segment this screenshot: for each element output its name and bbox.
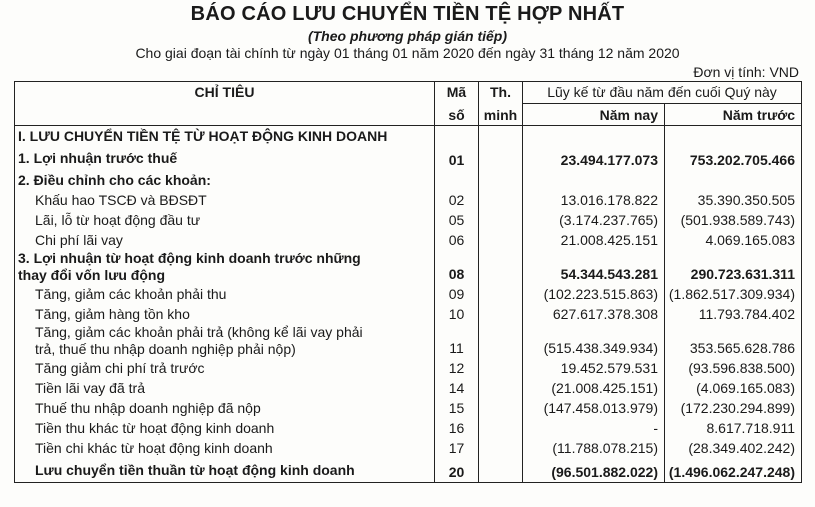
table-row xyxy=(15,324,802,358)
row-prior: 4.069.165.083 xyxy=(665,230,802,250)
row-code: 14 xyxy=(435,378,479,398)
row-code: 01 xyxy=(435,146,479,170)
row-code: 16 xyxy=(435,418,479,438)
row-current xyxy=(523,126,665,147)
currency-unit: Đơn vị tính: VND xyxy=(693,64,799,80)
table-row xyxy=(15,398,802,418)
row-label: Tiền chi khác từ hoạt động kinh doanh xyxy=(15,438,435,458)
row-label: I. LƯU CHUYỂN TIỀN TỆ TỪ HOẠT ĐỘNG KINH DOANH xyxy=(15,126,435,147)
row-note xyxy=(479,438,523,458)
table-row xyxy=(15,146,802,170)
row-code: 20 xyxy=(435,458,479,483)
row-code: 06 xyxy=(435,230,479,250)
col-thuyet-minh-top: Th. xyxy=(479,82,523,104)
row-note xyxy=(479,378,523,398)
row-label-line2: thay đổi vốn lưu động xyxy=(18,267,166,283)
report-subtitle: (Theo phương pháp gián tiếp) xyxy=(307,28,508,44)
row-note xyxy=(479,170,523,190)
row-label: Tăng, giảm các khoản phải thu xyxy=(15,284,435,304)
table-row xyxy=(15,304,802,324)
row-note xyxy=(479,398,523,418)
row-current: (147.458.013.979) xyxy=(523,398,665,418)
row-prior xyxy=(665,170,802,190)
table-row xyxy=(15,126,802,147)
row-prior: (4.069.165.083) xyxy=(665,378,802,398)
row-code: 02 xyxy=(435,190,479,210)
row-prior: (501.938.589.743) xyxy=(665,210,802,230)
row-label-line2: trả, thuế thu nhập doanh nghiệp phải nộp) xyxy=(35,341,296,357)
row-current: 21.008.425.151 xyxy=(523,230,665,250)
row-prior: (28.349.402.242) xyxy=(665,438,802,458)
row-note xyxy=(479,146,523,170)
row-label: Lưu chuyển tiền thuần từ hoạt động kinh doanh xyxy=(15,458,435,483)
row-code: 11 xyxy=(435,324,479,358)
row-prior: (1.496.062.247.248) xyxy=(665,458,802,483)
row-label-line1: Tăng, giảm các khoản phải trả (không kể lãi vay phải xyxy=(35,324,363,340)
row-label: Tiền lãi vay đã trả xyxy=(15,378,435,398)
row-note xyxy=(479,250,523,284)
table-row xyxy=(15,284,802,304)
table-row xyxy=(15,358,802,378)
row-label: Tăng, giảm hàng tồn kho xyxy=(15,304,435,324)
row-current: 627.617.378.308 xyxy=(523,304,665,324)
table-row xyxy=(15,230,802,250)
row-label: Thuế thu nhập doanh nghiệp đã nộp xyxy=(15,398,435,418)
row-prior xyxy=(665,126,802,147)
row-code: 12 xyxy=(435,358,479,378)
row-code xyxy=(435,170,479,190)
row-note xyxy=(479,210,523,230)
row-prior: (93.596.838.500) xyxy=(665,358,802,378)
row-prior: 290.723.631.311 xyxy=(665,250,802,284)
row-note xyxy=(479,358,523,378)
table-row xyxy=(15,458,802,483)
row-prior: 753.202.705.466 xyxy=(665,146,802,170)
row-note xyxy=(479,324,523,358)
row-label: Khấu hao TSCĐ và BĐSĐT xyxy=(15,190,435,210)
row-code: 17 xyxy=(435,438,479,458)
report-period: Cho giai đoạn tài chính từ ngày 01 tháng 01 năm 2020 đến ngày 31 tháng 12 năm 2020 xyxy=(135,45,680,61)
row-prior: 8.617.718.911 xyxy=(665,418,802,438)
row-code: 09 xyxy=(435,284,479,304)
row-prior: (1.862.517.309.934) xyxy=(665,284,802,304)
row-label-line1: 3. Lợi nhuận từ hoạt động kinh doanh trước những xyxy=(18,250,361,266)
row-note xyxy=(479,284,523,304)
row-code: 08 xyxy=(435,250,479,284)
row-note xyxy=(479,190,523,210)
report-title: BÁO CÁO LƯU CHUYỂN TIỀN TỆ HỢP NHẤT xyxy=(190,3,625,25)
table-row xyxy=(15,190,802,210)
col-ma-so-top: Mã xyxy=(435,82,479,104)
row-current: 13.016.178.822 xyxy=(523,190,665,210)
row-current: (3.174.237.765) xyxy=(523,210,665,230)
col-luy-ke: Lũy kế từ đầu năm đến cuối Quý này xyxy=(523,82,802,104)
row-current: (96.501.882.022) xyxy=(523,458,665,483)
row-code xyxy=(435,126,479,147)
row-current xyxy=(523,170,665,190)
row-label: Chi phí lãi vay xyxy=(15,230,435,250)
row-code: 05 xyxy=(435,210,479,230)
cash-flow-table xyxy=(14,81,802,483)
row-label: Tiền thu khác từ hoạt động kinh doanh xyxy=(15,418,435,438)
row-code: 15 xyxy=(435,398,479,418)
col-thuyet-minh-bottom: minh xyxy=(479,104,523,126)
table-row xyxy=(15,250,802,284)
col-chi-tieu: CHỈ TIÊU xyxy=(15,82,435,126)
col-nam-nay: Năm nay xyxy=(523,104,665,126)
table-row xyxy=(15,418,802,438)
table-header-row xyxy=(15,82,802,104)
row-note xyxy=(479,458,523,483)
row-label: 1. Lợi nhuận trước thuế xyxy=(15,146,435,170)
row-current: 23.494.177.073 xyxy=(523,146,665,170)
row-current: (11.788.078.215) xyxy=(523,438,665,458)
table-row xyxy=(15,170,802,190)
row-label: Tăng giảm chi phí trả trước xyxy=(15,358,435,378)
row-label xyxy=(15,250,435,284)
row-label: 2. Điều chỉnh cho các khoản: xyxy=(15,170,435,190)
col-ma-so-bottom: số xyxy=(435,104,479,126)
row-note xyxy=(479,418,523,438)
row-current: 54.344.543.281 xyxy=(523,250,665,284)
row-current: 19.452.579.531 xyxy=(523,358,665,378)
row-current: (21.008.425.151) xyxy=(523,378,665,398)
row-label xyxy=(15,324,435,358)
row-prior: 35.390.350.505 xyxy=(665,190,802,210)
row-note xyxy=(479,126,523,147)
row-note xyxy=(479,230,523,250)
row-prior: 11.793.784.402 xyxy=(665,304,802,324)
row-label: Lãi, lỗ từ hoạt động đầu tư xyxy=(15,210,435,230)
row-prior: (172.230.294.899) xyxy=(665,398,802,418)
row-current: - xyxy=(523,418,665,438)
table-row xyxy=(15,210,802,230)
row-current: (515.438.349.934) xyxy=(523,324,665,358)
row-note xyxy=(479,304,523,324)
row-current: (102.223.515.863) xyxy=(523,284,665,304)
row-prior: 353.565.628.786 xyxy=(665,324,802,358)
table-row xyxy=(15,438,802,458)
col-nam-truoc: Năm trước xyxy=(665,104,802,126)
table-row xyxy=(15,378,802,398)
row-code: 10 xyxy=(435,304,479,324)
